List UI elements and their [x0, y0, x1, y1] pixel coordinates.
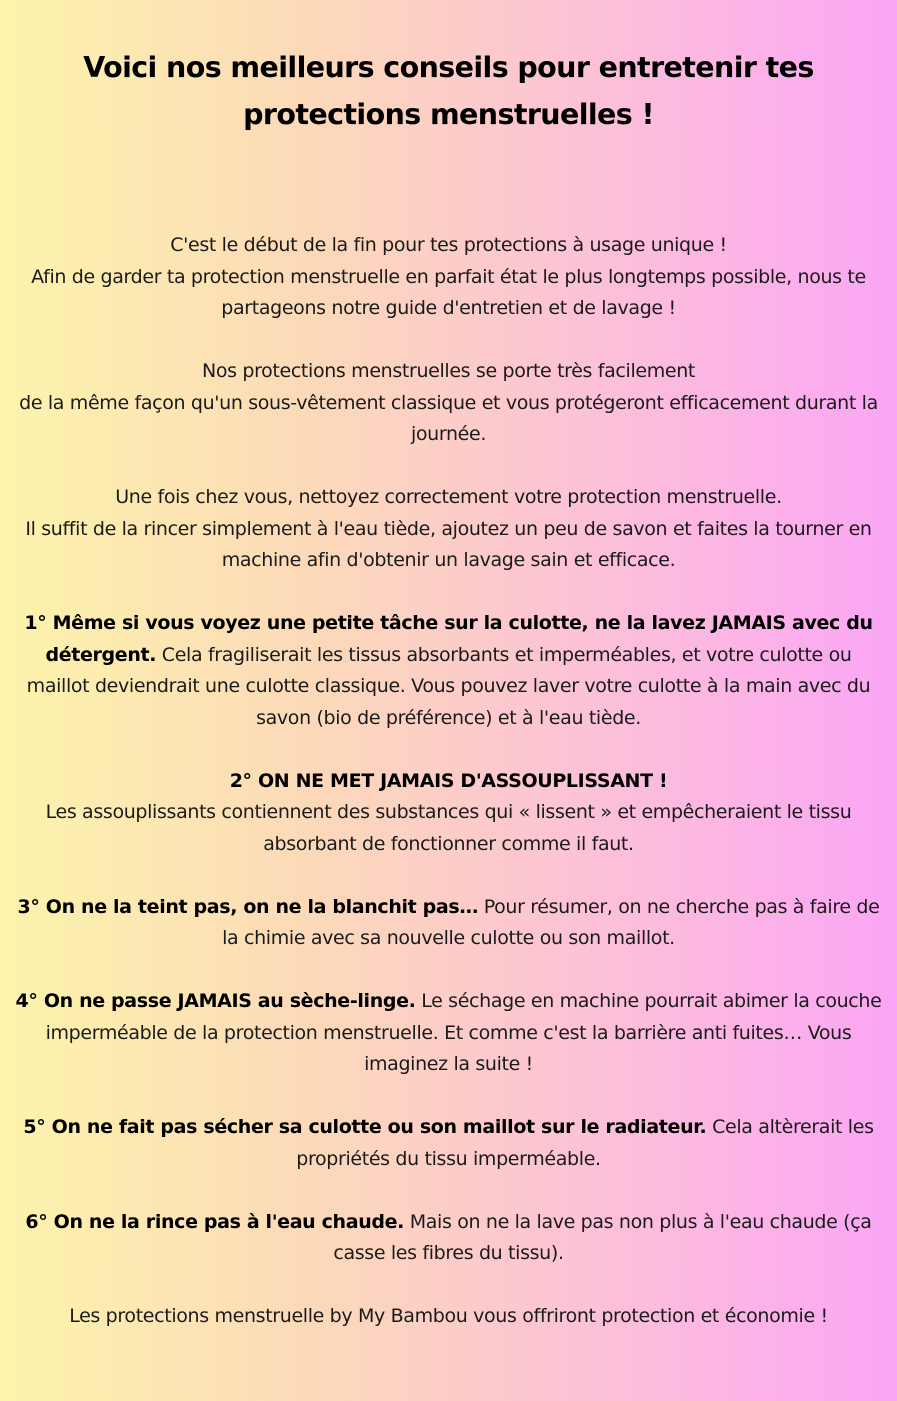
intro-line-2: Afin de garder ta protection menstruelle en parfait état le plus longtemps possible, nous te partageons notre guide d'entretien et de lavage ! — [31, 265, 866, 319]
tip-2-text: Les assouplissants contiennent des substances qui « lissent » et empêcheraient le tissu absorbant de fonctionner comme il faut. — [45, 801, 852, 855]
cleaning-line-1: Une fois chez vous, nettoyez correctement votre protection menstruelle. — [115, 486, 782, 508]
tip-4 — [14, 986, 883, 1081]
tip-2-heading: 2° ON NE MET JAMAIS D'ASSOUPLISSANT ! — [229, 769, 668, 792]
tip-1 — [14, 608, 883, 734]
tip-6 — [14, 1207, 883, 1270]
tip-2 — [14, 766, 883, 861]
tip-6-heading: 6° On ne la rince pas à l'eau chaude. — [25, 1210, 405, 1233]
cleaning-paragraph — [14, 482, 883, 577]
tip-1-heading: 1° Même si vous voyez une petite tâche sur la culotte, ne la lavez JAMAIS avec du détergent. — [24, 612, 873, 666]
tip-4-heading: 4° On ne passe JAMAIS au sèche-linge. — [15, 990, 416, 1012]
tip-5-heading: 5° On ne fait pas sécher sa culotte ou son maillot sur le radiateur. — [23, 1116, 707, 1138]
tip-6-text: Mais on ne la lave pas non plus à l'eau chaude (ça casse les fibres du tissu). — [333, 1210, 872, 1264]
tip-5-text: Cela altèrerait les propriétés du tissu imperméable. — [296, 1116, 874, 1170]
closing-paragraph: Les protections menstruelle by My Bambou vous offriront protection et économie ! — [69, 1305, 828, 1327]
title-line-1: Voici nos meilleurs conseils pour entretenir tes — [83, 51, 814, 84]
tip-3-text: Pour résumer, on ne cherche pas à faire de la chimie avec sa nouvelle culotte ou son maillot. — [222, 895, 880, 949]
tip-3 — [14, 892, 883, 955]
cleaning-line-2: Il suffit de la rincer simplement à l'eau tiède, ajoutez un peu de savon et faites la tourner en machine afin d'obtenir un lavage sain et efficace. — [25, 517, 872, 571]
wear-line-2: de la même façon qu'un sous-vêtement classique et vous protégeront efficacement durant la journée. — [19, 391, 878, 445]
tip-1-text: Cela fragiliserait les tissus absorbants et imperméables, et votre culotte ou maillot deviendrait une culotte classique. Vous pouvez laver votre culotte à la main avec du savon (bio de préférence) et à l'eau tiède. — [26, 643, 871, 729]
intro-line-1: C'est le début de la fin pour tes protections à usage unique ! — [170, 234, 727, 256]
wear-paragraph — [14, 356, 883, 451]
intro-paragraph — [14, 230, 883, 325]
guide-body — [14, 230, 883, 1333]
wear-line-1: Nos protections menstruelles se porte très facilement — [201, 360, 696, 382]
title-line-2: protections menstruelles ! — [243, 98, 654, 131]
tip-4-text: Le séchage en machine pourrait abimer la couche imperméable de la protection menstruelle. Et comme c'est la barrière anti fuites… Vous imaginez la suite ! — [45, 990, 882, 1075]
page-title — [14, 0, 883, 138]
tip-3-heading: 3° On ne la teint pas, on ne la blanchit pas… — [17, 895, 478, 918]
tip-5 — [14, 1112, 883, 1175]
